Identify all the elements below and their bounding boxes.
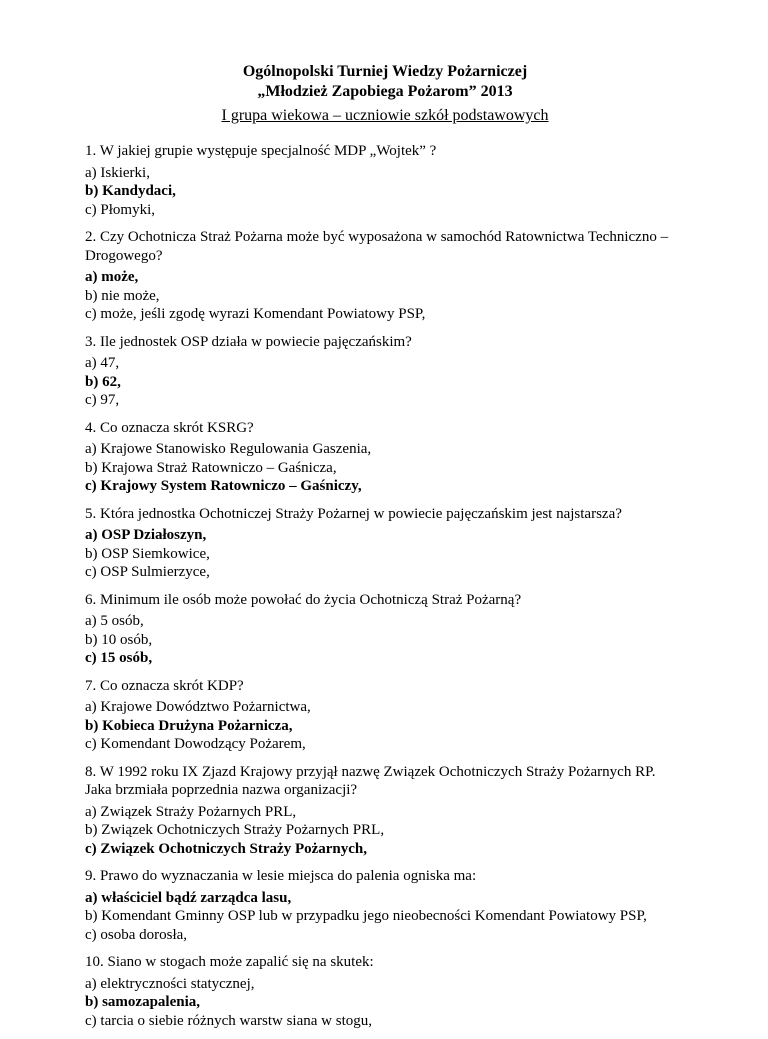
- question-4: [85, 419, 685, 496]
- question-text: 5. Która jednostka Ochotniczej Straży Pożarnej w powiecie pajęczańskim jest najstarsza?: [85, 505, 622, 522]
- answer-b: b) Komendant Gminny OSP lub w przypadku jego nieobecności Komendant Powiatowy PSP,: [85, 908, 647, 924]
- answer-c: c) tarcia o siebie różnych warstw siana w stogu,: [85, 1012, 372, 1029]
- answer-b-correct: b) 62,: [85, 373, 121, 390]
- answer-b: b) Krajowa Straż Ratowniczo – Gaśnicza,: [85, 459, 337, 476]
- question-10: [85, 953, 685, 1030]
- document-page: [85, 62, 685, 1039]
- question-2: [85, 228, 685, 324]
- question-text: 10. Siano w stogach może zapalić się na skutek:: [85, 954, 374, 970]
- answer-b-correct: b) samozapalenia,: [85, 994, 201, 1010]
- answer-c-correct: c) Krajowy System Ratowniczo – Gaśniczy,: [85, 478, 362, 494]
- question-7: [85, 677, 685, 754]
- answer-b-correct: b) Kobieca Drużyna Pożarnicza,: [85, 717, 293, 734]
- question-text: 7. Co oznacza skrót KDP?: [85, 677, 244, 694]
- answer-a: a) 47,: [85, 355, 120, 371]
- question-3: [85, 333, 685, 410]
- answer-a: a) elektryczności statycznej,: [85, 975, 255, 992]
- answer-c: c) Komendant Dowodzący Pożarem,: [85, 736, 306, 752]
- answer-c-correct: c) 15 osób,: [85, 650, 153, 666]
- question-text: 8. W 1992 roku IX Zjazd Krajowy przyjął nazwę Związek Ochotniczych Straży Pożarnych RP. Jaka brzmiała poprzednia nazwa organizacji?: [85, 763, 656, 798]
- answer-a: a) Krajowe Stanowisko Regulowania Gaszenia,: [85, 441, 372, 457]
- question-text: 4. Co oznacza skrót KSRG?: [85, 419, 254, 436]
- question-text: 2. Czy Ochotnicza Straż Pożarna może być wyposażona w samochód Ratownictwa Techniczno – Drogowego?: [85, 229, 669, 264]
- answer-a-correct: a) może,: [85, 269, 139, 285]
- answer-a-correct: a) OSP Działoszyn,: [85, 527, 207, 543]
- question-5: [85, 505, 685, 582]
- answer-c: c) może, jeśli zgodę wyrazi Komendant Powiatowy PSP,: [85, 306, 426, 322]
- document-title-line1: Ogólnopolski Turniej Wiedzy Pożarniczej: [242, 63, 528, 80]
- answer-c: c) osoba dorosła,: [85, 926, 188, 943]
- question-1: [85, 142, 685, 219]
- question-text: 1. W jakiej grupie występuje specjalność MDP „Wojtek” ?: [85, 143, 437, 159]
- answer-b: b) OSP Siemkowice,: [85, 545, 210, 562]
- question-text: 6. Minimum ile osób może powołać do życia Ochotniczą Straż Pożarną?: [85, 591, 522, 608]
- question-9: [85, 867, 685, 944]
- answer-b: b) nie może,: [85, 287, 160, 304]
- answer-a: a) Związek Straży Pożarnych PRL,: [85, 803, 297, 820]
- answer-c-correct: c) Związek Ochotniczych Straży Pożarnych,: [85, 840, 368, 857]
- answer-b: b) 10 osób,: [85, 631, 153, 648]
- document-title-line2: „Młodzież Zapobiega Pożarom” 2013: [257, 83, 513, 100]
- document-subtitle: I grupa wiekowa – uczniowie szkół podstawowych: [221, 107, 549, 124]
- question-text: 3. Ile jednostek OSP działa w powiecie pajęczańskim?: [85, 333, 412, 350]
- answer-c: c) 97,: [85, 392, 120, 408]
- answer-b-correct: b) Kandydaci,: [85, 183, 176, 199]
- answer-c: c) OSP Sulmierzyce,: [85, 564, 210, 580]
- question-6: [85, 591, 685, 668]
- answer-a: a) 5 osób,: [85, 613, 144, 629]
- answer-c: c) Płomyki,: [85, 201, 155, 218]
- answer-a: a) Krajowe Dowództwo Pożarnictwa,: [85, 699, 311, 715]
- question-text: 9. Prawo do wyznaczania w lesie miejsca do palenia ogniska ma:: [85, 868, 477, 884]
- question-8: [85, 763, 685, 859]
- answer-b: b) Związek Ochotniczych Straży Pożarnych PRL,: [85, 822, 385, 838]
- answer-a-correct: a) właściciel bądź zarządca lasu,: [85, 889, 292, 906]
- answer-a: a) Iskierki,: [85, 164, 150, 181]
